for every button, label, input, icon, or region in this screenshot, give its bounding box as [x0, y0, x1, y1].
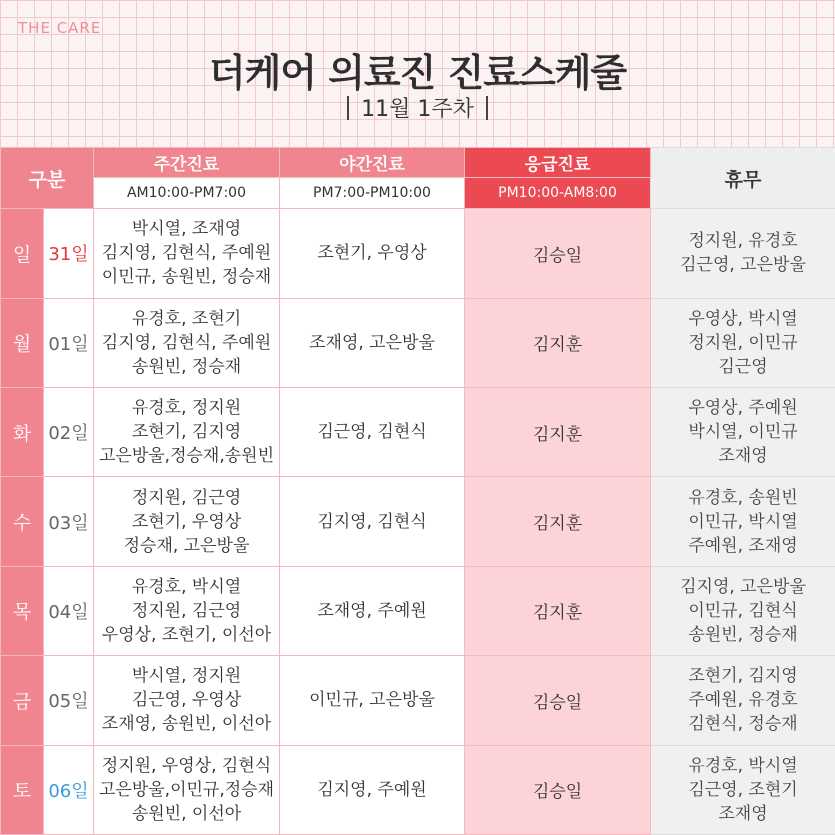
staff-line: 송원빈, 이선아 — [131, 803, 242, 824]
header-night-shift: 야간진료 — [280, 148, 465, 178]
night-shift-staff: 김근영, 김현식 — [280, 388, 465, 477]
staff-line: 정지원, 김근영 — [131, 600, 242, 621]
staff-line: 김근영, 조현기 — [688, 779, 798, 800]
night-shift-staff: 이민규, 고은방울 — [280, 656, 465, 745]
staff-line: 고은방울,이민규,정승재 — [98, 779, 275, 800]
date-label: 02일 — [44, 388, 94, 477]
date-label: 03일 — [44, 477, 94, 566]
time-day-shift: AM10:00-PM7:00 — [94, 178, 280, 209]
staff-line: 조재영 — [718, 446, 768, 467]
subtitle-divider-right — [486, 96, 488, 120]
staff-line: 송원빈, 정승재 — [688, 624, 798, 645]
staff-line: 김근영, 고은방울 — [680, 255, 806, 276]
staff-line: 정지원, 이민규 — [688, 332, 798, 353]
staff-line: 송원빈, 정승재 — [131, 356, 242, 377]
table-row — [1, 566, 835, 655]
staff-line: 유경호, 박시열 — [688, 755, 798, 776]
table-row — [1, 388, 835, 477]
staff-line: 이민규, 김현식 — [688, 600, 798, 621]
staff-line: 조재영 — [718, 803, 768, 824]
staff-line: 김근영 — [718, 356, 768, 377]
day-shift-staff — [94, 298, 280, 387]
day-shift-staff — [94, 566, 280, 655]
table-row — [1, 209, 835, 298]
emergency-staff: 김지훈 — [465, 566, 651, 655]
night-shift-staff: 조현기, 우영상 — [280, 209, 465, 298]
staff-line: 김지영, 김현식, 주예원 — [101, 332, 272, 353]
day-shift-staff — [94, 388, 280, 477]
staff-line: 조재영, 송원빈, 이선아 — [101, 714, 272, 735]
emergency-staff: 김지훈 — [465, 388, 651, 477]
day-off-staff — [651, 745, 835, 835]
staff-line: 유경호, 정지원 — [131, 398, 242, 419]
schedule-table — [0, 147, 835, 835]
day-off-staff — [651, 566, 835, 655]
time-emergency: PM10:00-AM8:00 — [465, 178, 651, 209]
staff-line: 조현기, 김지영 — [131, 422, 242, 443]
header-category: 구분 — [1, 148, 94, 209]
staff-line: 김현식, 정승재 — [688, 714, 798, 735]
night-shift-staff: 조재영, 고은방울 — [280, 298, 465, 387]
staff-line: 우영상, 주예원 — [688, 398, 798, 419]
staff-line: 김근영, 우영상 — [131, 690, 242, 711]
emergency-staff: 김승일 — [465, 745, 651, 835]
staff-line: 유경호, 송원빈 — [688, 487, 798, 508]
staff-line: 박시열, 조재영 — [131, 219, 242, 240]
time-night-shift: PM7:00-PM10:00 — [280, 178, 465, 209]
page-title: 더케어 의료진 진료스케줄 — [208, 51, 627, 95]
date-label: 01일 — [44, 298, 94, 387]
staff-line: 박시열, 이민규 — [688, 422, 798, 443]
staff-line: 김지영, 김현식, 주예원 — [101, 243, 272, 264]
staff-line: 이민규, 박시열 — [688, 511, 798, 532]
table-row — [1, 298, 835, 387]
weekday-label: 금 — [1, 656, 44, 745]
day-shift-staff — [94, 209, 280, 298]
staff-line: 박시열, 정지원 — [131, 666, 242, 687]
weekday-label: 화 — [1, 388, 44, 477]
date-label: 06일 — [44, 745, 94, 835]
staff-line: 주예원, 유경호 — [688, 690, 798, 711]
staff-line: 정지원, 유경호 — [688, 231, 798, 252]
staff-line: 이민규, 송원빈, 정승재 — [101, 267, 272, 288]
staff-line: 유경호, 박시열 — [131, 576, 242, 597]
staff-line: 정지원, 김근영 — [131, 487, 242, 508]
emergency-staff: 김지훈 — [465, 298, 651, 387]
subtitle-divider-left — [347, 96, 349, 120]
staff-line: 정승재, 고은방울 — [123, 535, 250, 556]
staff-line: 우영상, 박시열 — [688, 308, 798, 329]
staff-line: 조현기, 김지영 — [688, 666, 798, 687]
staff-line: 김지영, 고은방울 — [680, 576, 806, 597]
staff-line: 유경호, 조현기 — [131, 308, 242, 329]
day-shift-staff — [94, 656, 280, 745]
weekday-label: 일 — [1, 209, 44, 298]
emergency-staff: 김승일 — [465, 209, 651, 298]
header-emergency: 응급진료 — [465, 148, 651, 178]
day-off-staff — [651, 298, 835, 387]
staff-line: 우영상, 조현기, 이선아 — [101, 624, 272, 645]
day-off-staff — [651, 656, 835, 745]
weekday-label: 수 — [1, 477, 44, 566]
date-label: 05일 — [44, 656, 94, 745]
staff-line: 정지원, 우영상, 김현식 — [101, 755, 272, 776]
date-label: 04일 — [44, 566, 94, 655]
table-row — [1, 745, 835, 835]
day-shift-staff — [94, 477, 280, 566]
table-row — [1, 477, 835, 566]
staff-line: 주예원, 조재영 — [688, 535, 798, 556]
page-subtitle — [0, 92, 835, 123]
header-day-off: 휴무 — [651, 148, 835, 209]
weekday-label: 월 — [1, 298, 44, 387]
weekday-label: 목 — [1, 566, 44, 655]
weekday-label: 토 — [1, 745, 44, 835]
day-shift-staff — [94, 745, 280, 835]
header-day-shift: 주간진료 — [94, 148, 280, 178]
table-row — [1, 656, 835, 745]
staff-line: 조현기, 우영상 — [131, 511, 242, 532]
night-shift-staff: 김지영, 김현식 — [280, 477, 465, 566]
date-label: 31일 — [44, 209, 94, 298]
emergency-staff: 김승일 — [465, 656, 651, 745]
brand-logo-text: THE CARE — [18, 19, 102, 37]
emergency-staff: 김지훈 — [465, 477, 651, 566]
day-off-staff — [651, 477, 835, 566]
night-shift-staff: 김지영, 주예원 — [280, 745, 465, 835]
day-off-staff — [651, 388, 835, 477]
subtitle-text: 11월 1주차 — [361, 97, 474, 122]
day-off-staff — [651, 209, 835, 298]
night-shift-staff: 조재영, 주예원 — [280, 566, 465, 655]
staff-line: 고은방울,정승재,송원빈 — [98, 446, 275, 467]
